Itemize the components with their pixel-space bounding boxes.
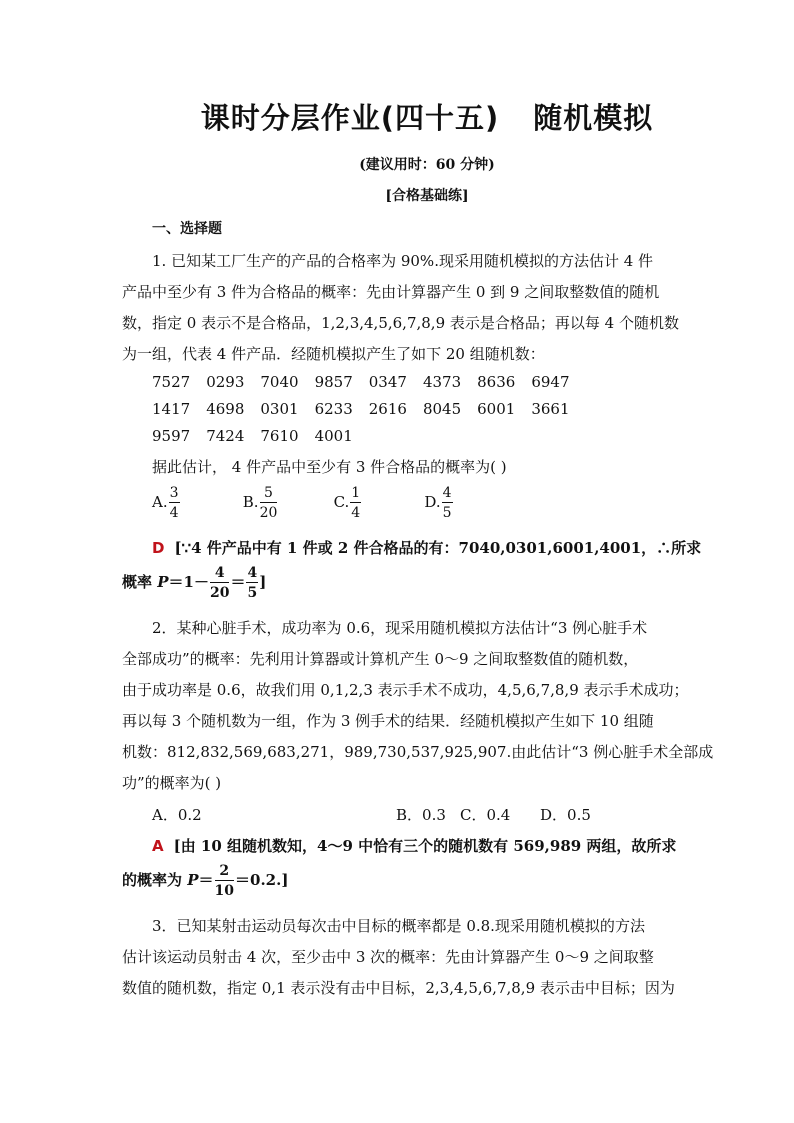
option-b: B. $\frac{5}{20}$ — [242, 485, 278, 521]
option-a: A. $\frac{3}{4}$ — [152, 485, 179, 521]
part-heading: 一、选择题 — [152, 221, 222, 237]
section-tag: [合格基础练] — [385, 188, 469, 204]
random-number: 0301 — [260, 400, 299, 418]
q1-explanation-formula: 概率 P＝1－ $\frac{4}{20}$ ＝ $\frac{4}{5}$ ] — [122, 565, 267, 601]
answer-letter: A — [152, 837, 164, 855]
random-number: 7527 — [152, 373, 191, 391]
random-number: 6233 — [314, 400, 353, 418]
random-number: 6947 — [531, 373, 570, 391]
q2-explanation-formula: 的概率为 P＝ $\frac{2}{10}$ ＝0.2.] — [122, 863, 289, 899]
q2-options — [152, 804, 682, 825]
random-number: 4698 — [206, 400, 245, 418]
random-row-1 — [152, 373, 682, 391]
random-number: 0293 — [206, 373, 245, 391]
q1-explanation — [152, 537, 702, 558]
q3-line-2: 估计该运动员射击 4 次，至少击中 3 次的概率：先由计算器产生 0～9 之间取整 — [122, 948, 654, 966]
random-number: 8636 — [477, 373, 516, 391]
option-c: C. $\frac{1}{4}$ — [333, 485, 361, 521]
random-number: 2616 — [368, 400, 407, 418]
random-number: 8045 — [422, 400, 462, 418]
option-a: A．0.2 — [152, 806, 202, 824]
option-d: D．0.5 — [540, 806, 591, 824]
explanation-text: [由 10 组随机数知，4～9 中恰有三个的随机数有 569,989 两组，故所求 — [173, 837, 677, 855]
random-number: 7040 — [260, 373, 299, 391]
random-number: 0347 — [368, 373, 407, 391]
random-row-2 — [152, 400, 682, 418]
q3-line-1: 3．已知某射击运动员每次击中目标的概率都是 0.8.现采用随机模拟的方法 — [152, 917, 645, 935]
q2-line-3: 由于成功率是 0.6，故我们用 0,1,2,3 表示手术不成功，4,5,6,7,8,9 表示手术成功； — [122, 681, 689, 699]
q1-line-3: 数，指定 0 表示不是合格品，1,2,3,4,5,6,7,8,9 表示是合格品；再以每 4 个随机数 — [122, 314, 679, 332]
random-number: 1417 — [152, 400, 191, 418]
title-main: 课时分层作业(四十五) — [200, 101, 500, 135]
random-number: 4001 — [314, 427, 353, 445]
q2-explanation — [152, 835, 682, 856]
explanation-text: [∵4 件产品中有 1 件或 2 件合格品的有：7040,0301,6001,4001，∴所求 — [174, 539, 702, 557]
random-number: 9857 — [314, 373, 353, 391]
random-number: 9597 — [152, 427, 191, 445]
random-number: 6001 — [477, 400, 516, 418]
random-row-3 — [152, 427, 682, 445]
q2-line-2: 全部成功”的概率：先利用计算器或计算机产生 0～9 之间取整数值的随机数， — [122, 650, 639, 668]
q2-line-4: 再以每 3 个随机数为一组，作为 3 例手术的结果．经随机模拟产生如下 10 组随 — [122, 712, 654, 730]
q2-line-1: 2．某种心脏手术，成功率为 0.6，现采用随机模拟方法估计“3 例心脏手术 — [152, 619, 648, 637]
random-number: 3661 — [531, 400, 570, 418]
time-note: (建议用时：60 分钟) — [359, 157, 495, 173]
option-b: B．0.3 — [396, 806, 446, 824]
q2-line-5: 机数：812,832,569,683,271，989,730,537,925,907.由此估计“3 例心脏手术全部成 — [122, 743, 714, 761]
q1-line-1: 1. 已知某工厂生产的产品的合格率为 90%.现采用随机模拟的方法估计 4 件 — [152, 252, 654, 270]
option-c: C．0.4 — [460, 806, 511, 824]
q3-line-3: 数值的随机数，指定 0,1 表示没有击中目标，2,3,4,5,6,7,8,9 表示击中目标；因为 — [122, 979, 675, 997]
title-topic: 随机模拟 — [533, 101, 654, 135]
option-d: D. $\frac{4}{5}$ — [424, 485, 452, 521]
page-title — [0, 96, 794, 137]
q1-options — [152, 486, 682, 520]
random-number: 7610 — [260, 427, 299, 445]
q1-question: 据此估计， 4 件产品中至少有 3 件合格品的概率为( ) — [152, 458, 507, 476]
q1-line-2: 产品中至少有 3 件为合格品的概率：先由计算器产生 0 到 9 之间取整数值的随机 — [122, 283, 660, 301]
random-number: 4373 — [422, 373, 462, 391]
random-number: 7424 — [206, 427, 245, 445]
answer-letter: D — [152, 539, 165, 557]
q1-line-4: 为一组，代表 4 件产品．经随机模拟产生了如下 20 组随机数： — [122, 345, 545, 363]
q2-line-6: 功”的概率为( ) — [122, 774, 222, 792]
